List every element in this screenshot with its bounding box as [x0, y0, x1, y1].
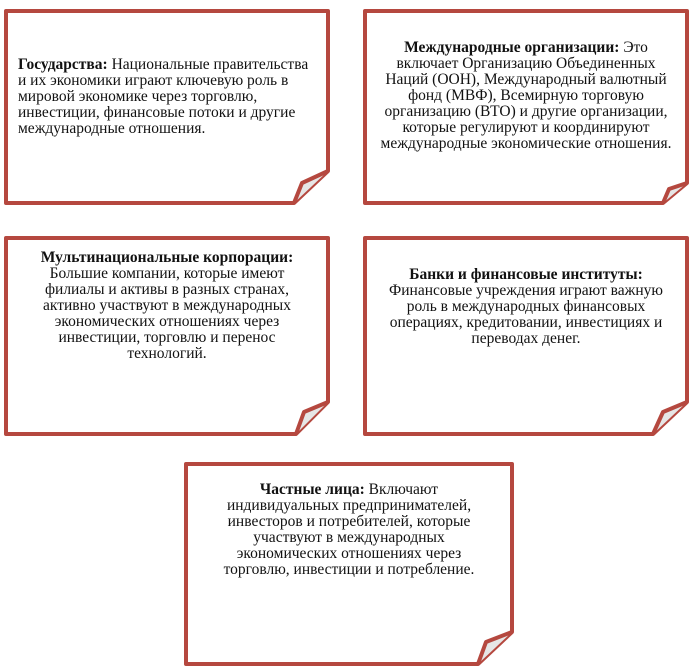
- card-title: Банки и финансовые институты:: [409, 266, 643, 283]
- card-text: [10, 236, 324, 436]
- card-body: Это включает Организацию Объединенных Наций (ООН), Международный валютный фонд (МВФ), Всемирную торговую организацию (ВТО) и другие организации, которые регулируют и координируют международные экономические отношения.: [380, 39, 672, 152]
- card-title: Международные организации:: [404, 39, 620, 56]
- card-body: Национальные правительства и их экономики играют ключевую роль в мировой экономике через торговлю, инвестиции, финансовые потоки и другие международные отношения.: [18, 56, 309, 137]
- card-body: Включают индивидуальных предпринимателей, инвесторов и потребителей, которые участвуют в международных экономических отношениях через торговлю, инвестиции и потребление.: [223, 481, 475, 578]
- card-title: Государства:: [18, 56, 108, 73]
- card-banks: [363, 236, 689, 436]
- card-text: [369, 236, 683, 436]
- card-text: [190, 462, 508, 666]
- card-international-organizations: [363, 9, 689, 205]
- card-text: [10, 9, 324, 205]
- card-title: Частные лица:: [259, 481, 365, 498]
- card-body: Большие компании, которые имеют филиалы и активы в разных странах, активно участвуют в международных экономических отношениях через инвестиции, торговлю и перенос технологий.: [43, 265, 291, 362]
- card-individuals: [184, 462, 514, 666]
- card-multinational-corporations: [4, 236, 330, 436]
- card-text: [369, 9, 683, 205]
- card-body: Финансовые учреждения играют важную роль в международных финансовых операциях, кредитовании, инвестициях и переводах денег.: [388, 282, 663, 347]
- card-states: [4, 9, 330, 205]
- card-title: Мультинациональные корпорации:: [40, 249, 294, 266]
